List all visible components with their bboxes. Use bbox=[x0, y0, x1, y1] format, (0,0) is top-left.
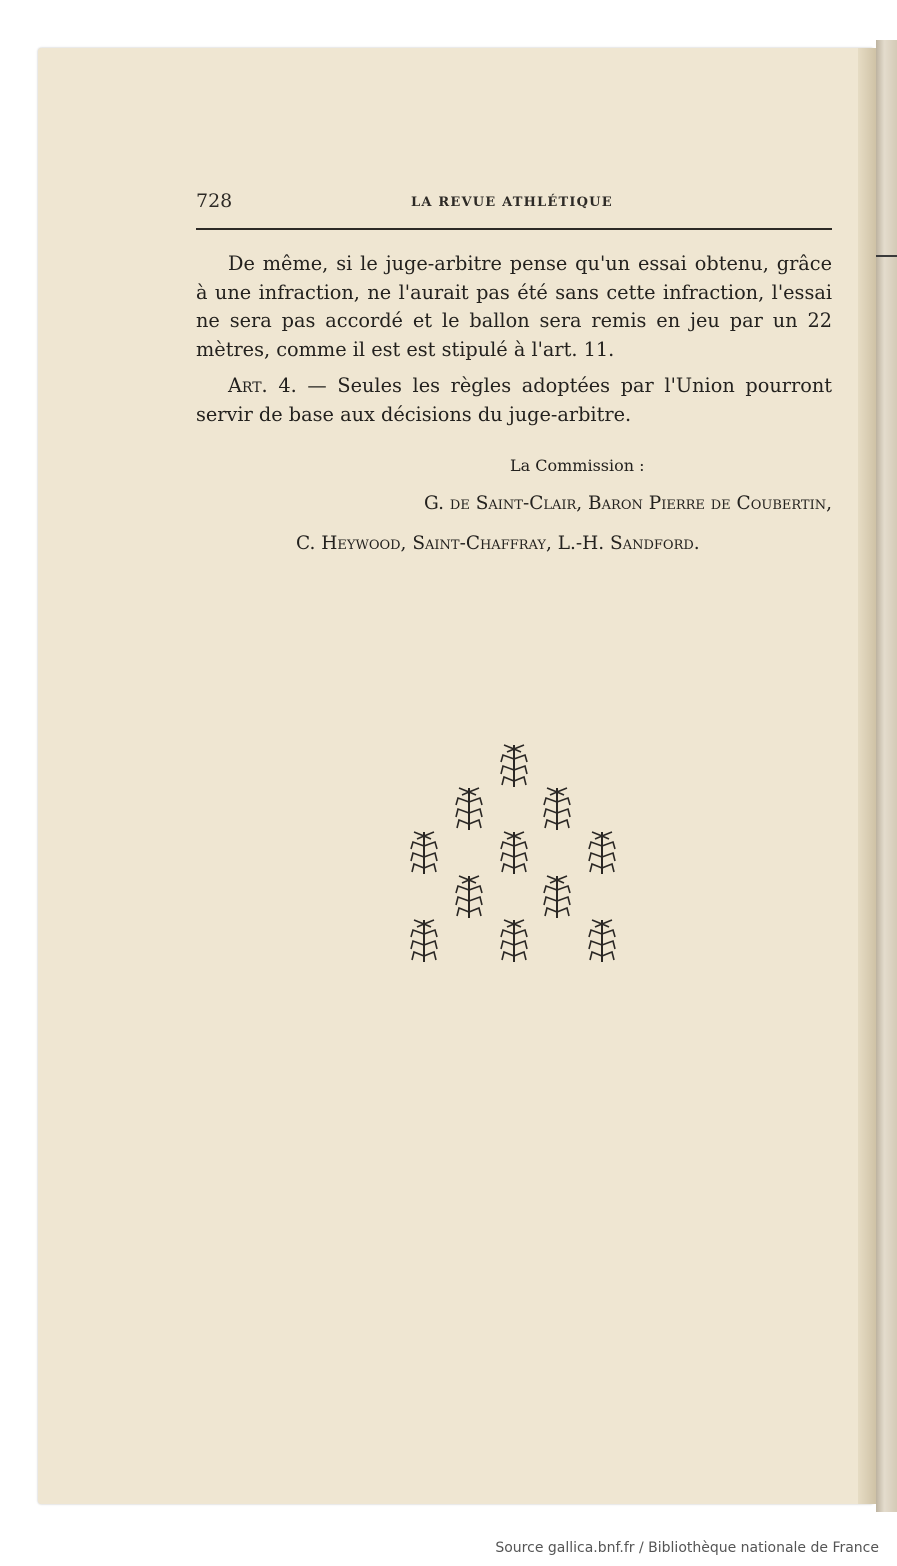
fleuron-sprig-icon bbox=[499, 743, 529, 789]
header-rule bbox=[196, 228, 832, 230]
fleuron-sprig-icon bbox=[454, 874, 484, 920]
page-gutter-shadow bbox=[858, 48, 876, 1504]
paragraph-article-4 bbox=[196, 372, 832, 429]
commission-heading: La Commission : bbox=[510, 456, 645, 475]
fleuron-sprig-icon bbox=[542, 874, 572, 920]
article-text: — Seules les règles adoptées par l'Union pourront servir de base aux décisions du juge-arbitre. bbox=[196, 374, 832, 426]
signatories-line-1: G. de Saint-Clair, Baron Pierre de Coubertin, bbox=[424, 493, 832, 514]
fleuron-sprig-icon bbox=[499, 830, 529, 876]
fleuron-sprig-icon bbox=[454, 786, 484, 832]
fleuron-sprig-icon bbox=[587, 918, 617, 964]
fleuron-sprig-icon bbox=[409, 830, 439, 876]
running-title: LA REVUE ATHLÉTIQUE bbox=[411, 195, 613, 210]
page-number: 728 bbox=[196, 190, 233, 212]
adjacent-page-edge bbox=[876, 40, 897, 1512]
signatories-line-2: C. Heywood, Saint-Chaffray, L.-H. Sandford. bbox=[296, 533, 700, 554]
article-label: Art. 4. bbox=[228, 374, 297, 397]
fleuron-sprig-icon bbox=[409, 918, 439, 964]
fleuron-sprig-icon bbox=[542, 786, 572, 832]
source-credit[interactable]: Source gallica.bnf.fr / Bibliothèque nationale de France bbox=[495, 1540, 879, 1556]
fleuron-sprig-icon bbox=[499, 918, 529, 964]
fleuron-sprig-icon bbox=[587, 830, 617, 876]
paragraph-infraction: De même, si le juge-arbitre pense qu'un essai obtenu, grâce à une infraction, ne l'aurait pas été sans cette infraction, l'essai ne sera pas accordé et le ballon sera remis en jeu par un 22 mètres, comme il est est stipulé à l'art. 11. bbox=[196, 252, 832, 361]
adjacent-page-rule bbox=[876, 255, 897, 257]
